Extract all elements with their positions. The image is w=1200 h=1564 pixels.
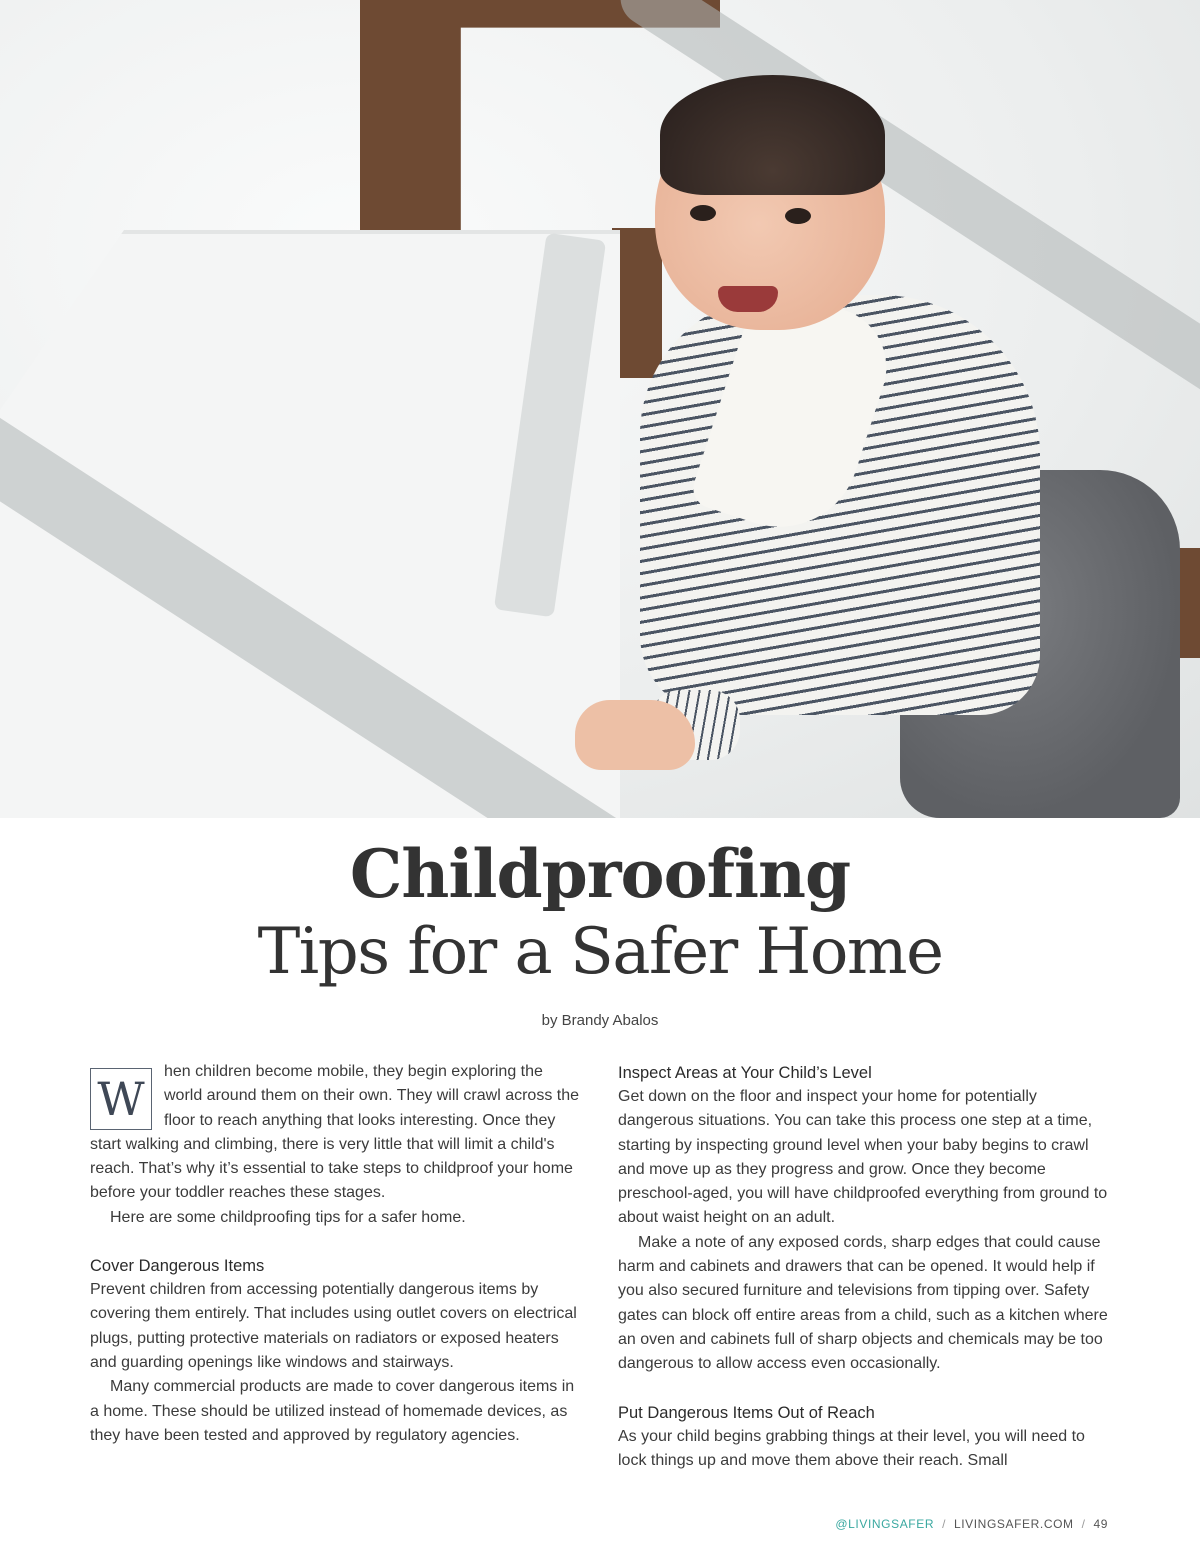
page-footer	[835, 1517, 1108, 1531]
article-subtitle: Tips for a Safer Home	[257, 915, 943, 989]
right-column	[618, 1060, 1113, 1473]
section-cover-paragraph-2: Many commercial products are made to cover dangerous items in a home. These should be utilized instead of homemade devices, as they have been tested and approved by regulatory agencies.	[90, 1378, 575, 1444]
section-cover-paragraph-1: Prevent children from accessing potentially dangerous items by covering them entirely. That includes using outlet covers on electrical plugs, putting protective materials on radiators or exposed heaters and guarding openings like windows and stairways.	[90, 1281, 577, 1371]
intro-text: hen children become mobile, they begin exploring the world around them on their own. They will crawl across the floor to reach anything that looks interesting. Once they start walking and climbing, there is very little that will limit a child's reach. That’s why it’s essential to take steps to childproof your home before your toddler reaches these stages.	[90, 1063, 579, 1202]
section-inspect-paragraph-2: Make a note of any exposed cords, sharp edges that could cause harm and cabinets and drawers that can be opened. It would help if you also secured furniture and televisions from tipping over. Safety gates can block off entire areas from a child, such as a kitchen where an oven and cabinets full of sharp objects and chemicals may be too dangerous to allow access even occasionally.	[618, 1233, 1108, 1373]
section-heading-inspect: Inspect Areas at Your Child’s Level	[618, 1064, 872, 1082]
footer-website[interactable]: LIVINGSAFER.COM	[953, 1517, 1074, 1531]
page-number: 49	[1093, 1517, 1108, 1531]
footer-separator: /	[942, 1517, 946, 1531]
section-heading-reach: Put Dangerous Items Out of Reach	[618, 1403, 875, 1422]
article-byline: by Brandy Abalos	[541, 1012, 659, 1029]
section-reach-paragraph-1: As your child begins grabbing things at their level, you will need to lock things up and move them above their reach. Small	[618, 1427, 1085, 1469]
section-heading-cover: Cover Dangerous Items	[90, 1257, 265, 1276]
footer-separator-2: /	[1081, 1517, 1086, 1531]
article-title: Childproofing	[349, 835, 851, 913]
intro-paragraph	[90, 1060, 585, 1206]
footer-social-handle[interactable]: @LIVINGSAFER	[835, 1517, 935, 1531]
intro-paragraph-2: Here are some childproofing tips for a safer home.	[110, 1208, 466, 1226]
left-column	[90, 1060, 585, 1448]
drop-cap: W	[90, 1068, 152, 1130]
section-inspect-paragraph-1: Get down on the floor and inspect your home for potentially dangerous situations. You can take this process one step at a time, starting by inspecting ground level when your baby begins to crawl and move up as they progress and grow. Once they become preschool-aged, you will have childproofed everything from ground to about waist height on an adult.	[618, 1088, 1108, 1227]
